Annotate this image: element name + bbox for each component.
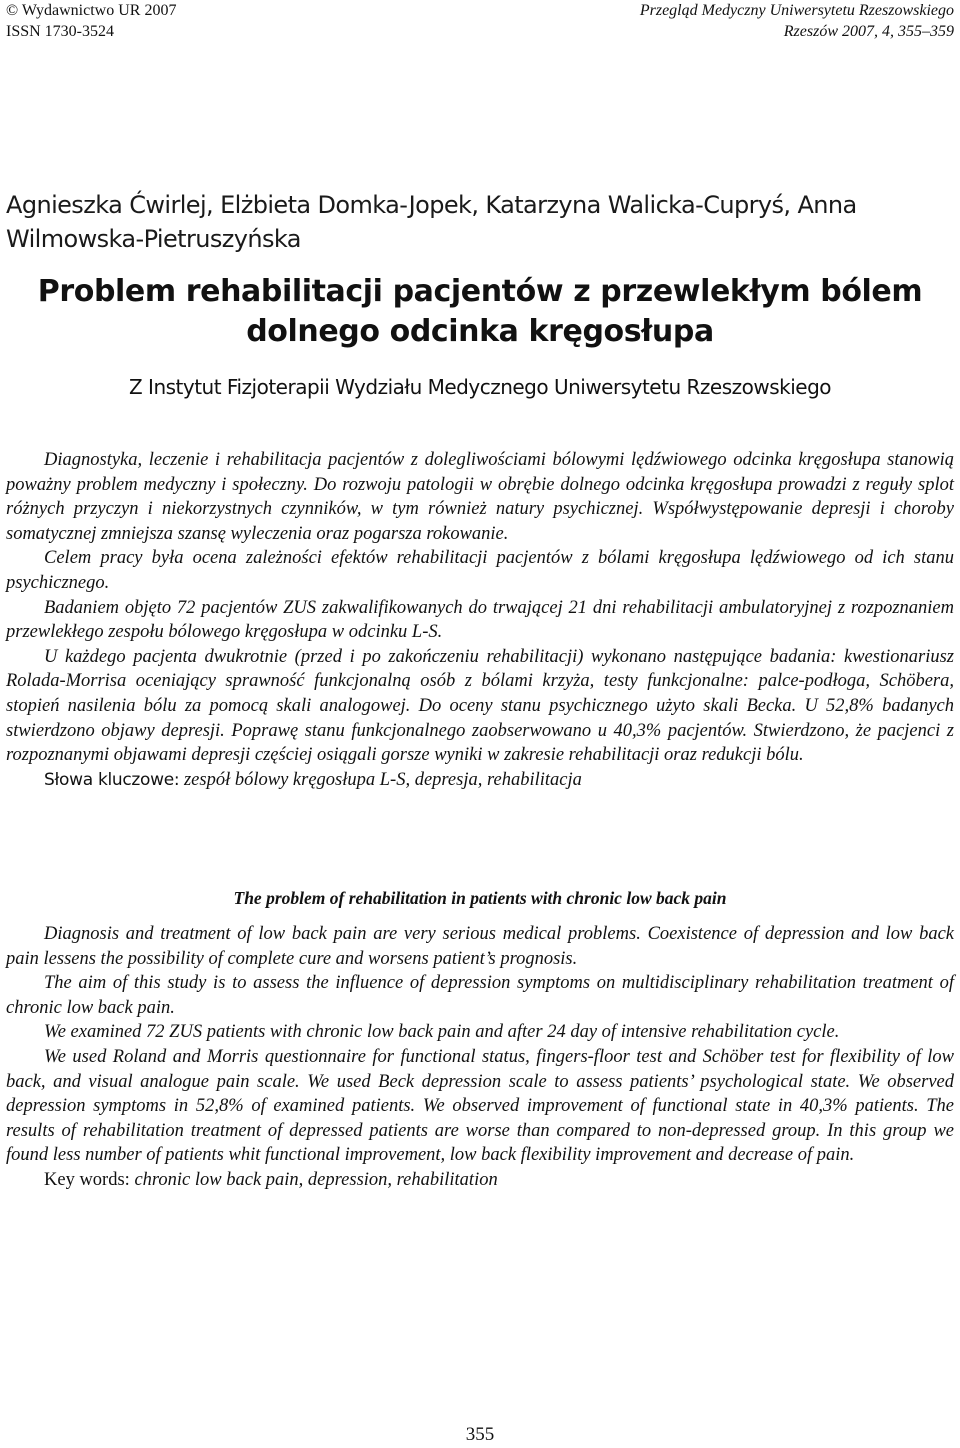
abstract-en-paragraph-3: We examined 72 ZUS patients with chronic low back pain and after 24 day of intensive rehabilitation cycle. [44,1022,840,1043]
keywords-pl [6,768,954,793]
title-line-2: dolnego odcinka kręgosłupa [246,314,714,349]
english-title: The problem of rehabilitation in patients with chronic low back pain [233,888,727,908]
page-number: 355 [465,1424,495,1445]
abstract-en-paragraph-2: The aim of this study is to assess the influence of depression symptoms on multidisciplinary rehabilitation treatment of chronic low back pain. [6,973,954,1018]
abstract-en-paragraph-4: We used Roland and Morris questionnaire for functional status, fingers-floor test and Schöber test for flexibility of low back, and visual analogue pain scale. We used Beck depression scale to assess patients’ psychological state. We observed depression symptoms in 52,8% of examined patients. We observed improvement of functional state in 40,3% patients. The results of rehabilitation treatment of depressed patients are worse than compared to non-depressed group. In this group we found less number of patients whit functional improvement, low back flexibility improvement and decrease of pain. [6,1046,954,1166]
keywords-en-label: Key words: [44,1169,130,1190]
title-line-1: Problem rehabilitacji pacjentów z przewlekłym bólem [37,274,923,309]
issn: ISSN 1730-3524 [6,23,115,40]
affiliation: Z Instytut Fizjoterapii Wydziału Medycznego Uniwersytetu Rzeszowskiego [128,375,831,399]
author-list [6,188,906,256]
abstract-polish [6,448,954,792]
keywords-en-text: chronic low back pain, depression, rehabilitation [129,1169,498,1190]
abstract-english [6,922,954,1193]
keywords-en [6,1168,954,1193]
abstract-pl-paragraph-2: Celem pracy była ocena zależności efektów rehabilitacji pacjentów z bólami kręgosłupa lędźwiowego od ich stanu psychicznego. [6,548,954,593]
abstract-en-paragraph-1: Diagnosis and treatment of low back pain are very serious medical problems. Coexistence of depression and low back pain lessens the possibility of complete cure and worsens patient’s prognosis. [6,924,954,969]
abstract-pl-paragraph-4: U każdego pacjenta dwukrotnie (przed i po zakończeniu rehabilitacji) wykonano następujące badania: kwestionariusz Rolada-Morrisa oceniający sprawność funkcjonalną osób z bólami krzyża, testy funkcjonalne: palce-podłoga, Schöbera, stopień nasilenia bólu za pomocą skali analogowej. Do oceny stanu psychicznego użyto skali Becka. U 52,8% badanych stwierdzono objawy depresji. Poprawę stanu funkcjonalnego zaobserwowano u 40,3% pacjentów. Stwierdzono, że pacjenci z rozpoznanymi objawami depresji częściej osiągali gorsze wyniki w zakresie rehabilitacji oraz redukcji bólu. [6,646,954,766]
authors-line-2: Wilmowska-Pietruszyńska [6,225,301,253]
journal-issue: Rzeszów 2007, 4, 355–359 [783,23,954,40]
authors-line-1: Agnieszka Ćwirlej, Elżbieta Domka-Jopek, Katarzyna Walicka-Cupryś, Anna [6,191,857,219]
journal-name: Przegląd Medyczny Uniwersytetu Rzeszowskiego [639,2,954,19]
keywords-pl-text: zespół bólowy kręgosłupa L-S, depresja, rehabilitacja [179,769,582,790]
abstract-pl-paragraph-1: Diagnostyka, leczenie i rehabilitacja pacjentów z dolegliwościami bólowymi lędźwiowego odcinka kręgosłupa stanowią poważny problem medyczny i społeczny. Do rozwoju patologii w obrębie dolnego odcinka kręgosłupa prowadzi z reguły splot różnych przyczyn i niekorzystnych czynników, w tym również natury psychicznej. Współwystępowanie depresji i choroby somatycznej zmniejsza szansę wyleczenia oraz pogarsza rokowanie. [6,450,954,544]
article-title [0,272,960,352]
abstract-pl-paragraph-3: Badaniem objęto 72 pacjentów ZUS zakwalifikowanych do trwającej 21 dni rehabilitacji ambulatoryjnej z rozpoznaniem przewlekłego zespołu bólowego kręgosłupa w odcinku L-S. [6,597,954,643]
keywords-pl-label: Słowa kluczowe: [44,769,180,790]
publisher-notice: © Wydawnictwo UR 2007 [6,2,177,19]
